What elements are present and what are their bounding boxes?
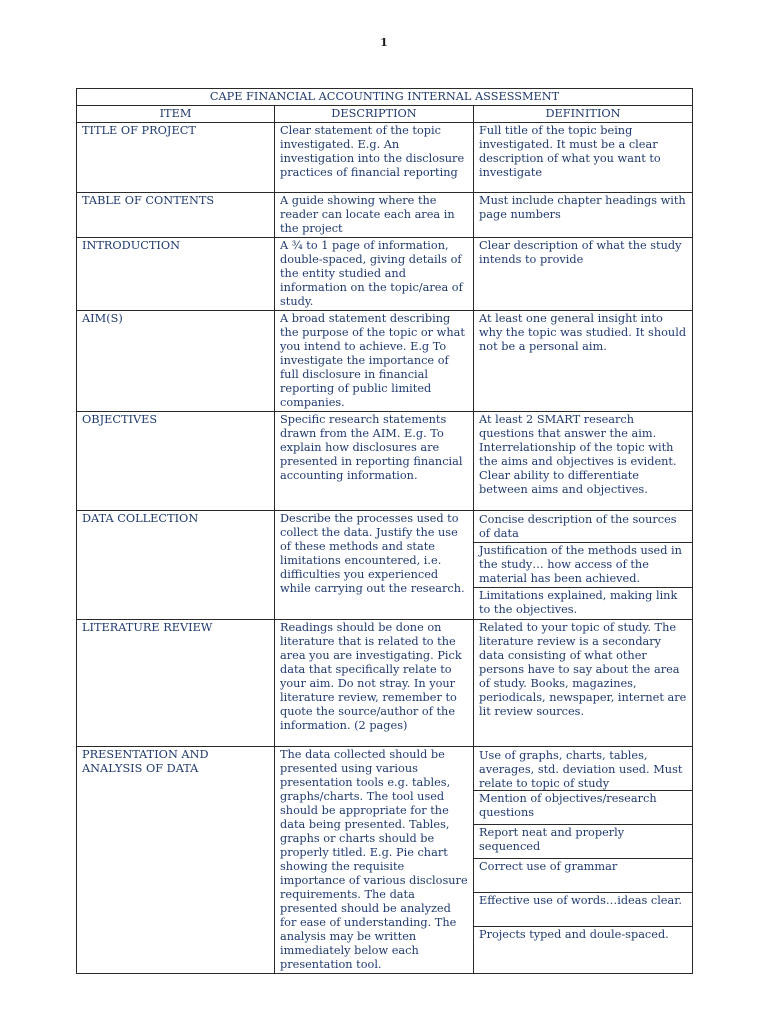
page-number: 1: [380, 36, 388, 49]
description-cell: A ¾ to 1 page of information, double-spaced, giving details of the entity studied and information on the topic/area of study.: [275, 238, 474, 311]
item-cell: PRESENTATION AND ANALYSIS OF DATA: [77, 747, 275, 974]
definition-cell: At least 2 SMART research questions that answer the aim. Interrelationship of the topic with the aims and objectives is evident. Clear ability to differentiate between aims and objectives.: [474, 412, 693, 511]
table-row: [77, 620, 693, 747]
description-cell: Describe the processes used to collect the data. Justify the use of these methods and state limitations encountered, i.e. difficulties you experienced while carrying out the research.: [275, 511, 474, 620]
table-title-row: [77, 89, 693, 106]
definition-cell: [474, 747, 693, 974]
table-row: [77, 123, 693, 193]
definition-part: Concise description of the sources of data: [479, 513, 677, 540]
table-row: [77, 238, 693, 311]
item-cell: OBJECTIVES: [77, 412, 275, 511]
header-description: DESCRIPTION: [275, 106, 474, 123]
item-cell: TABLE OF CONTENTS: [77, 193, 275, 238]
description-cell: A broad statement describing the purpose of the topic or what you intend to achieve. E.g To investigate the importance of full disclosure in financial reporting of public limited companies.: [275, 311, 474, 412]
definition-cell: [474, 511, 693, 620]
table-row: [77, 311, 693, 412]
definition-part: Limitations explained, making link to the objectives.: [474, 587, 692, 618]
definition-part: Report neat and properly sequenced: [474, 824, 692, 858]
definition-part: Justification of the methods used in the study… how access of the material has been achieved.: [474, 542, 692, 587]
description-cell: The data collected should be presented using various presentation tools e.g. tables, graphs/charts. The tool used should be appropriate for the data being presented. Tables, graphs or charts should be properly titled. E.g. Pie chart showing the requisite importance of various disclosure requirements. The data presented should be analyzed for ease of understanding. The analysis may be written immediately below each presentation tool.: [275, 747, 474, 974]
table-header-row: [77, 106, 693, 123]
item-cell: AIM(S): [77, 311, 275, 412]
assessment-table: [76, 88, 693, 974]
description-cell: Specific research statements drawn from the AIM. E.g. To explain how disclosures are presented in reporting financial accounting information.: [275, 412, 474, 511]
table-row: [77, 193, 693, 238]
description-cell: Readings should be done on literature that is related to the area you are investigating. Pick data that specifically relate to your aim. Do not stray. In your literature review, remember to quote the source/author of the information. (2 pages): [275, 620, 474, 747]
definition-part: Effective use of words…ideas clear.: [474, 892, 692, 926]
header-item: ITEM: [77, 106, 275, 123]
item-cell: TITLE OF PROJECT: [77, 123, 275, 193]
header-definition: DEFINITION: [474, 106, 693, 123]
definition-cell: Related to your topic of study. The literature review is a secondary data consisting of what other persons have to say about the area of study. Books, magazines, periodicals, newspaper, internet are lit review sources.: [474, 620, 693, 747]
table-title: CAPE FINANCIAL ACCOUNTING INTERNAL ASSESSMENT: [77, 89, 693, 106]
definition-cell: Full title of the topic being investigated. It must be a clear description of what you want to investigate: [474, 123, 693, 193]
definition-cell: Clear description of what the study intends to provide: [474, 238, 693, 311]
description-cell: Clear statement of the topic investigated. E.g. An investigation into the disclosure practices of financial reporting: [275, 123, 474, 193]
table-row: [77, 747, 693, 974]
definition-part: Correct use of grammar: [474, 858, 692, 892]
definition-part: Use of graphs, charts, tables, averages, std. deviation used. Must relate to topic of study: [479, 749, 683, 790]
item-cell: LITERATURE REVIEW: [77, 620, 275, 747]
table-row: [77, 412, 693, 511]
definition-cell: At least one general insight into why the topic was studied. It should not be a personal aim.: [474, 311, 693, 412]
description-cell: A guide showing where the reader can locate each area in the project: [275, 193, 474, 238]
definition-part: Projects typed and doule-spaced.: [474, 926, 692, 943]
item-cell: INTRODUCTION: [77, 238, 275, 311]
item-cell: DATA COLLECTION: [77, 511, 275, 620]
definition-cell: Must include chapter headings with page numbers: [474, 193, 693, 238]
table-row: [77, 511, 693, 620]
definition-part: Mention of objectives/research questions: [474, 790, 692, 824]
